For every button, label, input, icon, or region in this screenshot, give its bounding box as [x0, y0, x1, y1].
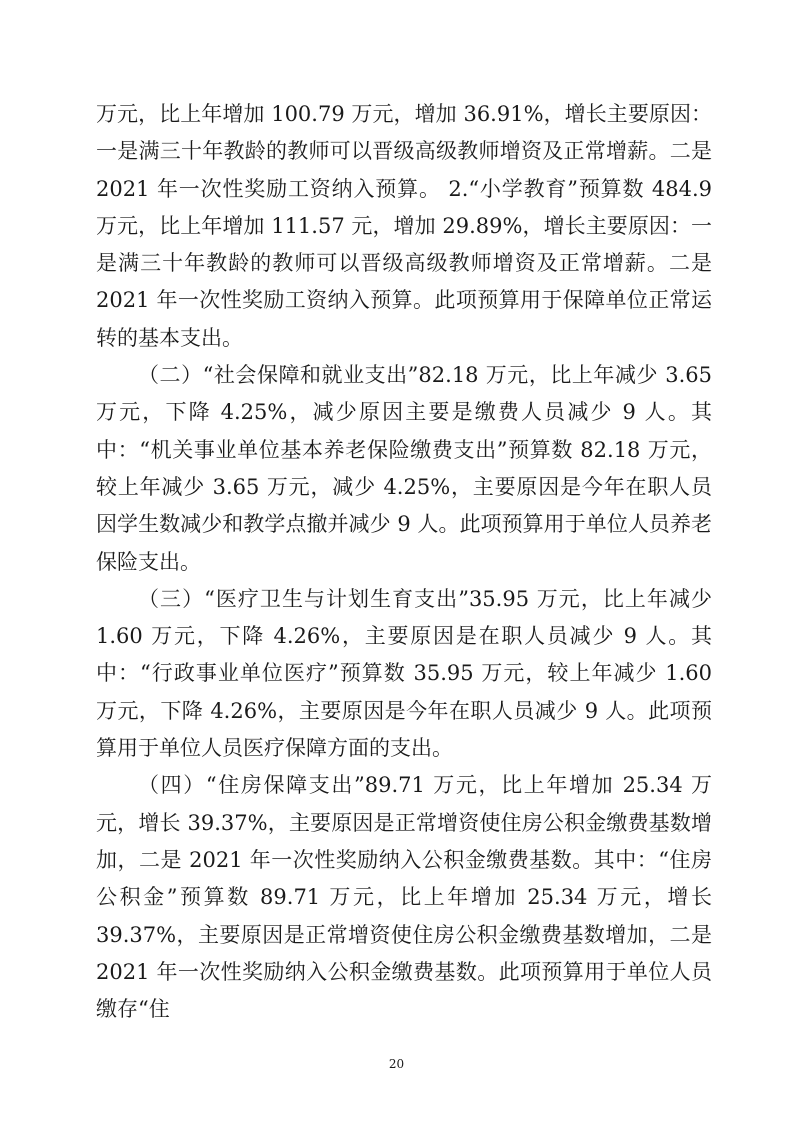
paragraph-continuation: 万元，比上年增加 100.79 万元，增加 36.91%，增长主要原因：一是满三十年教龄的教师可以晋级高级教师增资及正常增薪。二是 2021 年一次性奖励工资纳入预算。 2.“小学教育”预算数 484.9 万元，比上年增加 111.57 元，增加 29.89%，增长主要原因：一是满三十年教龄的教师可以晋级高级教师增资及正常增薪。二是 2021 年一次性奖励工资纳入预算。此项预算用于保障单位正常运转的基本支出。	[96, 102, 712, 350]
paragraph-housing: （四）“住房保障支出”89.71 万元，比上年增加 25.34 万元，增长 39.37%，主要原因是正常增资使住房公积金缴费基数增加，二是 2021 年一次性奖励纳入公积金缴费基数。其中：“住房公积金”预算数 89.71 万元，比上年增加 25.34 万元，增长 39.37%，主要原因是正常增资使住房公积金缴费基数增加，二是 2021 年一次性奖励纳入公积金缴费基数。此项预算用于单位人员缴存“住	[96, 773, 712, 1022]
paragraph-medical: （三）“医疗卫生与计划生育支出”35.95 万元，比上年减少 1.60 万元，下降 4.26%，主要原因是在职人员减少 9 人。其中：“行政事业单位医疗”预算数 35.95 万元，较上年减少 1.60 万元，下降 4.26%，主要原因是今年在职人员减少 9 人。此项预算用于单位人员医疗保障方面的支出。	[96, 586, 712, 761]
paragraph-social-security: （二）“社会保障和就业支出”82.18 万元，比上年减少 3.65 万元，下降 4.25%，减少原因主要是缴费人员减少 9 人。其中：“机关事业单位基本养老保险缴费支出”预算数 82.18 万元，较上年减少 3.65 万元，减少 4.25%，主要原因是今年在职人员因学生数减少和教学点撤并减少 9 人。此项预算用于单位人员养老保险支出。	[96, 363, 712, 574]
page-number: 20	[388, 1057, 405, 1071]
body-text	[96, 96, 712, 1028]
